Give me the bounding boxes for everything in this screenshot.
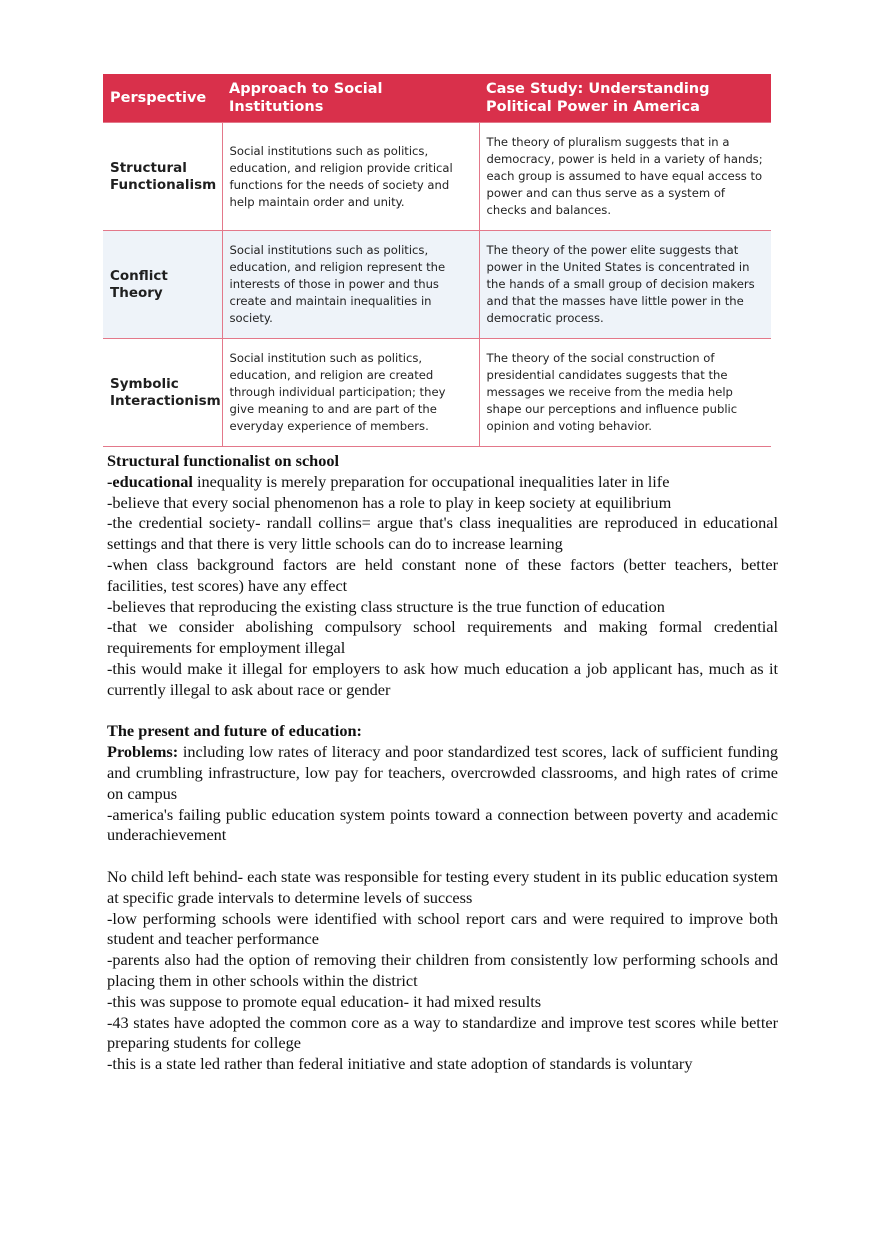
perspectives-table <box>103 74 771 447</box>
note-line: -this was suppose to promote equal education- it had mixed results <box>107 991 542 1011</box>
table-header-row <box>103 74 771 123</box>
case-study-cell: The theory of the power elite suggests that power in the United States is concentrated in the hands of a small group of decision makers and that the masses have little power in the democratic process. <box>479 231 771 339</box>
case-study-cell: The theory of pluralism suggests that in a democracy, power is held in a variety of hands; each group is assumed to have equal access to power and can thus serve as a system of checks and balances. <box>479 123 771 231</box>
header-approach: Approach to Social Institutions <box>222 74 479 123</box>
note-lead: Problems: <box>107 742 179 762</box>
perspective-cell: Conflict Theory <box>103 231 222 339</box>
header-case-study: Case Study: Understanding Political Power in America <box>479 74 771 123</box>
section-heading: The present and future of education: <box>107 721 362 741</box>
note-line: -parents also had the option of removing their children from consistently low performing schools and placing them in other schools within the district <box>107 950 778 990</box>
table-row <box>103 339 771 447</box>
table-row <box>103 231 771 339</box>
notes-body <box>107 451 778 1075</box>
note-line: -believe that every social phenomenon has a role to play in keep society at equilibrium <box>107 492 672 512</box>
note-line: -low performing schools were identified with school report cars and were required to improve both student and teacher performance <box>107 908 778 949</box>
note-line: -america's failing public education system points toward a connection between poverty and academic underachievement <box>107 804 778 845</box>
section-heading: Structural functionalist on school <box>107 451 340 470</box>
case-study-cell: The theory of the social construction of presidential candidates suggests that the messages we receive from the media help shape our perceptions and influence public opinion and voting behavior. <box>479 339 771 447</box>
approach-cell: Social institutions such as politics, education, and religion provide critical functions for the needs of society and help maintain order and unity. <box>222 123 479 231</box>
approach-cell: Social institution such as politics, education, and religion are created through individual participation; they give meaning to and are part of the everyday experience of members. <box>222 339 479 447</box>
note-line: -educational inequality is merely preparation for occupational inequalities later in life <box>107 471 670 491</box>
perspective-cell: Symbolic Interactionism <box>103 339 222 447</box>
note-line: -that we consider abolishing compulsory school requirements and making formal credential requirements for employment illegal <box>107 617 778 658</box>
table-row <box>103 123 771 231</box>
note-line: -when class background factors are held constant none of these factors (better teachers, better facilities, test scores) have any effect <box>107 554 778 595</box>
note-line: Problems: including low rates of literacy and poor standardized test scores, lack of sufficient funding and crumbling infrastructure, low pay for teachers, overcrowded classrooms, and high rates of crime on campus <box>107 742 778 803</box>
note-line: -believes that reproducing the existing class structure is the true function of education <box>107 596 665 616</box>
note-lead: -educational <box>107 471 193 491</box>
note-line: -43 states have adopted the common core as a way to standardize and improve test scores while better preparing students for college <box>107 1012 778 1053</box>
note-line: -the credential society- randall collins= argue that's class inequalities are reproduced in educational settings and that there is very little schools can do to increase learning <box>107 513 778 554</box>
note-line: No child left behind- each state was responsible for testing every student in its public education system at specific grade intervals to determine levels of success <box>107 866 778 907</box>
header-perspective: Perspective <box>103 74 222 123</box>
note-line: -this is a state led rather than federal initiative and state adoption of standards is voluntary <box>107 1054 693 1074</box>
approach-cell: Social institutions such as politics, education, and religion represent the interests of those in power and thus create and maintain inequalities in society. <box>222 231 479 339</box>
perspective-cell: Structural Functionalism <box>103 123 222 231</box>
note-line: -this would make it illegal for employers to ask how much education a job applicant has, much as it currently illegal to ask about race or gender <box>107 658 778 699</box>
